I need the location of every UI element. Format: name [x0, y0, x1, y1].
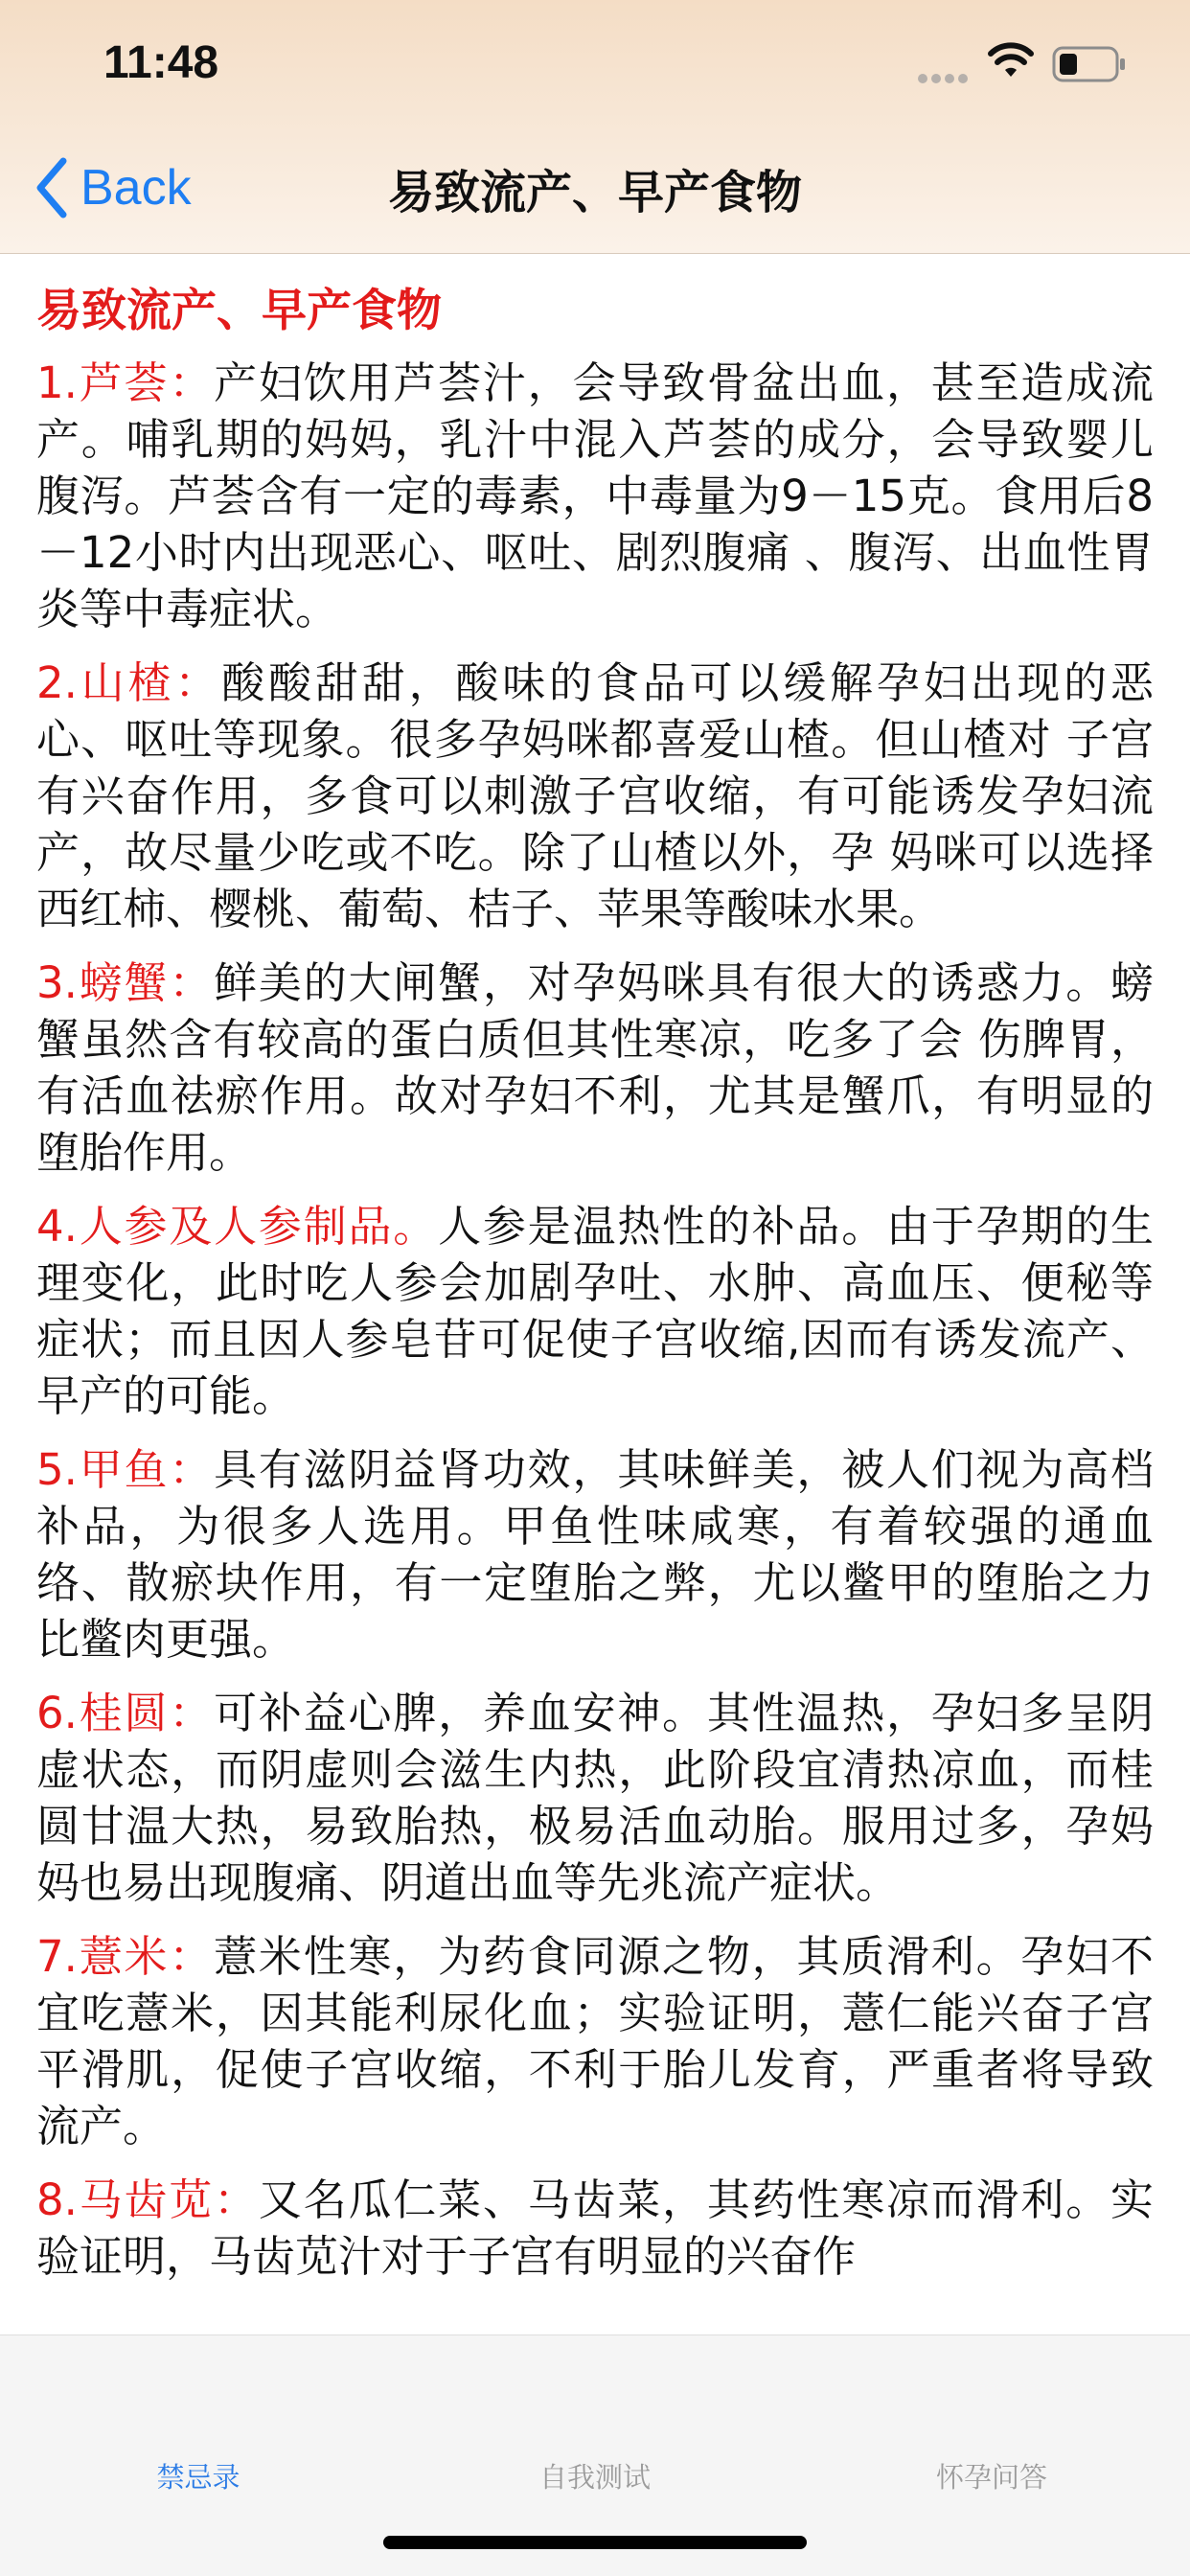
battery-icon: [1052, 46, 1127, 82]
tab-pregnancy-qa[interactable]: 怀孕问答: [935, 2461, 1047, 2494]
food-item: [36, 355, 1154, 637]
food-item: [36, 1441, 1154, 1668]
food-item-text: 又名瓜仁菜、马齿菜，其药性寒凉而滑利。实验证明，马齿苋汁对于子宫有明显的兴奋作: [36, 2174, 1154, 2282]
food-item-label: 5.甲鱼：: [36, 1444, 215, 1495]
food-item-text: 人参是温热性的补品。由于孕期的生理变化，此时吃人参会加剧孕吐、水肿、高血压、便秘等症状；而且因人参皂苷可促使子宫收缩,因而有诱发流产、早产的可能。: [36, 1201, 1154, 1421]
status-time: 11:48: [103, 37, 219, 88]
food-item-text: 薏米性寒，为药食同源之物，其质滑利。孕妇不宜吃薏米，因其能利尿化血；实验证明，薏仁能兴奋子宫平滑肌，促使子宫收缩，不利于胎儿发育，严重者将导致流产。: [36, 1931, 1154, 2151]
food-item: [36, 655, 1154, 937]
home-indicator[interactable]: [383, 2536, 807, 2549]
food-item-text: 具有滋阴益肾功效，其味鲜美，被人们视为高档补品，为很多人选用。甲鱼性味咸寒，有着较强的通血络、散瘀块作用，有一定堕胎之弊，尤以鳖甲的堕胎之力比鳖肉更强。: [36, 1444, 1154, 1665]
signal-dots-icon: [918, 69, 973, 80]
food-item-label: 3.螃蟹：: [36, 957, 215, 1008]
article-scroll-view[interactable]: [0, 253, 1190, 2334]
food-item-label: 7.薏米：: [36, 1931, 215, 1982]
food-item-label: 2.山楂：: [36, 657, 222, 708]
food-item-label: 6.桂圆：: [36, 1688, 215, 1738]
tab-forbidden-list[interactable]: 禁忌录: [156, 2461, 240, 2494]
food-item-text: 可补益心脾，养血安神。其性温热，孕妇多呈阴虚状态，而阴虚则会滋生内热，此阶段宜清热凉血，而桂圆甘温大热，易致胎热，极易活血动胎。服用过多，孕妈妈也易出现腹痛、阴道出血等先兆流产症状。: [36, 1688, 1154, 1908]
back-label: Back: [80, 160, 192, 216]
wifi-icon: [987, 42, 1035, 80]
food-item: [36, 1685, 1154, 1911]
article-heading: 易致流产、早产食物: [36, 285, 442, 337]
food-item-label: 1.芦荟：: [36, 357, 215, 408]
tab-self-test[interactable]: 自我测试: [538, 2461, 651, 2494]
food-item: [36, 954, 1154, 1181]
food-item: [36, 1928, 1154, 2154]
food-item-text: 酸酸甜甜，酸味的食品可以缓解孕妇出现的恶心、呕吐等现象。很多孕妈咪都喜爱山楂。但山楂对 子宫有兴奋作用，多食可以刺激子宫收缩，有可能诱发孕妇流产，故尽量少吃或不吃。除了山楂以外，孕 妈咪可以选择西红柿、樱桃、葡萄、桔子、苹果等酸味水果。: [36, 657, 1154, 934]
food-item-text: 鲜美的大闸蟹，对孕妈咪具有很大的诱惑力。螃蟹虽然含有较高的蛋白质但其性寒凉，吃多了会 伤脾胃，有活血祛瘀作用。故对孕妇不利，尤其是蟹爪，有明显的堕胎作用。: [36, 957, 1154, 1178]
food-item: [36, 1198, 1154, 1424]
food-item: [36, 2172, 1154, 2285]
food-item-text: 产妇饮用芦荟汁，会导致骨盆出血，甚至造成流产。哺乳期的妈妈，乳汁中混入芦荟的成分，会导致婴儿腹泻。芦荟含有一定的毒素，中毒量为9－15克。食用后8－12小时内出现恶心、呕吐、剧烈腹痛 、腹泻、出血性胃炎等中毒症状。: [36, 357, 1154, 634]
food-item-label: 8.马齿苋：: [36, 2174, 259, 2225]
food-item-label: 4.人参及人参制品。: [36, 1201, 439, 1252]
navigation-header: [0, 0, 1190, 254]
page-title: 易致流产、早产食物: [387, 166, 802, 219]
